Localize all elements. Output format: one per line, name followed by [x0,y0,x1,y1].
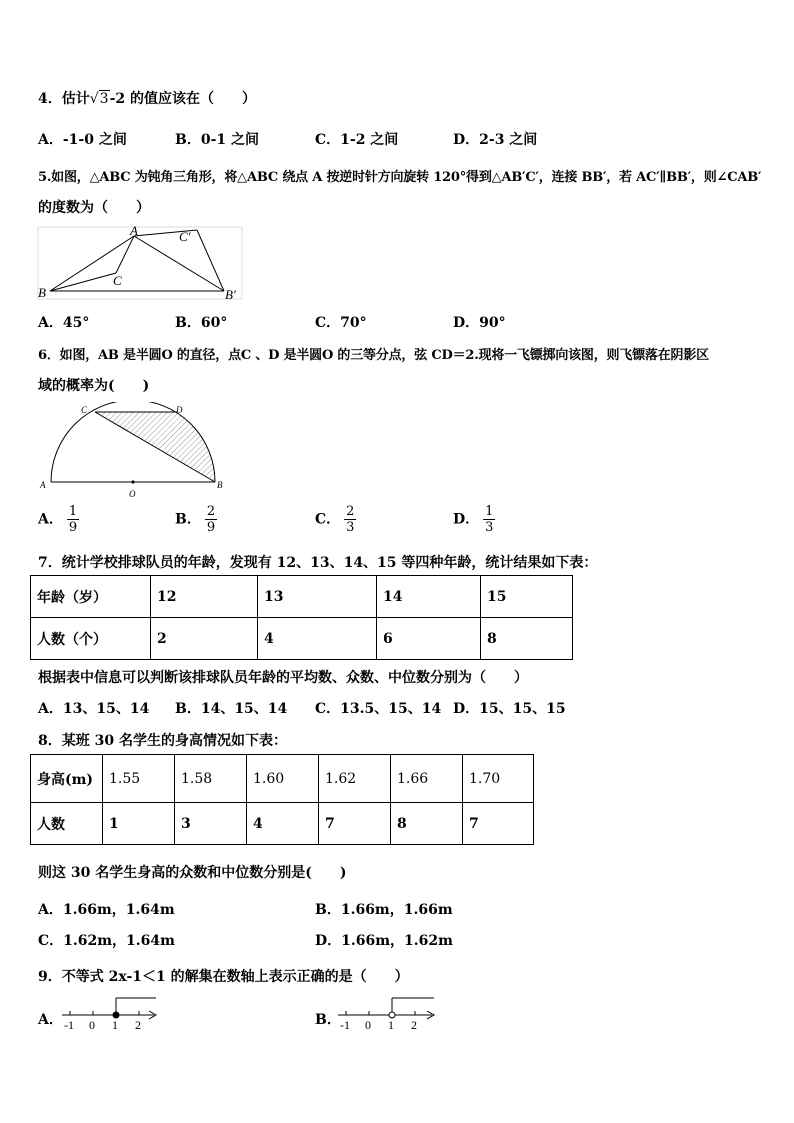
svg-text:0: 0 [365,1018,371,1032]
svg-text:1: 1 [388,1018,394,1032]
svg-text:2: 2 [411,1018,417,1032]
q5-option-d[interactable]: D．90° [453,315,506,331]
svg-text:-1: -1 [64,1018,74,1032]
q6-semicircle-figure [36,402,228,502]
svg-text:0: 0 [89,1018,95,1032]
q9-option-a-label[interactable]: A． [38,1012,63,1028]
q7-option-b[interactable]: B．14、15、14 [175,701,288,717]
table-cell: 1.70 [463,755,534,803]
q5-label-b-prime: B′ [225,287,236,302]
q7-option-d[interactable]: D．15、15、15 [453,701,566,717]
q6-label-d: D [176,405,183,415]
table-cell: 1.66 [391,755,463,803]
table-cell: 4 [247,803,319,845]
q6-label-c: C [81,405,88,415]
table-cell: 13 [258,576,377,618]
question-8-question: 则这 30 名学生身高的众数和中位数分别是( ) [38,865,347,881]
table-cell: 1.60 [247,755,319,803]
q9-option-b-number-line[interactable] [336,995,440,1035]
svg-text:2: 2 [135,1018,141,1032]
q6-label-a: A [40,480,46,490]
q8-height-table [30,754,534,845]
table-cell: 1.55 [103,755,175,803]
q5-label-c: C [113,273,122,288]
table-cell: 人数 [31,803,103,845]
table-row [31,576,573,618]
q4-option-d[interactable]: D．2-3 之间 [453,132,538,148]
q7-option-c[interactable]: C．13.5、15、14 [315,701,442,717]
q5-triangle-figure [36,225,244,303]
q4-option-b[interactable]: B．0-1 之间 [175,132,259,148]
q9-option-a-number-line[interactable] [60,995,160,1035]
question-7-question: 根据表中信息可以判断该排球队员年龄的平均数、众数、中位数分别为（ ） [38,670,528,686]
question-9-stem: 9．不等式 2x-1＜1 的解集在数轴上表示正确的是（ ） [38,969,409,985]
question-4-stem: 4．估计√3-2 的值应该在（ ） [38,91,257,107]
q5-option-a[interactable]: A．45° [38,315,90,331]
q7-age-table [30,575,573,660]
table-cell: 8 [481,618,573,660]
q8-option-c[interactable]: C．1.62m，1.64m [38,933,175,949]
table-cell: 8 [391,803,463,845]
table-cell: 人数（个） [31,618,151,660]
table-cell: 身高(m) [31,755,103,803]
table-cell: 6 [377,618,481,660]
question-7-stem: 7．统计学校排球队员的年龄，发现有 12、13、14、15 等四种年龄，统计结果如下表： [38,555,598,571]
table-cell: 12 [151,576,258,618]
q6-option-b[interactable]: B． $\frac{2}{9}$ [175,504,216,535]
q6-label-o: O [129,489,136,499]
q7-option-a[interactable]: A．13、15、14 [38,701,150,717]
table-cell: 2 [151,618,258,660]
table-cell: 年龄（岁） [31,576,151,618]
q5-label-b: B [38,285,46,300]
table-row [31,803,534,845]
table-cell: 15 [481,576,573,618]
table-cell: 7 [319,803,391,845]
svg-text:1: 1 [112,1018,118,1032]
q5-option-c[interactable]: C．70° [315,315,367,331]
q5-option-b[interactable]: B．60° [175,315,228,331]
question-5-stem-line2: 的度数为（ ） [38,200,150,216]
table-cell: 14 [377,576,481,618]
question-8-stem: 8．某班 30 名学生的身高情况如下表： [38,733,287,749]
question-6-stem-line2: 域的概率为( ) [38,378,150,394]
table-cell: 1.62 [319,755,391,803]
q5-label-a: A [130,225,138,238]
q4-option-a[interactable]: A．-1-0 之间 [38,132,127,148]
q6-option-d[interactable]: D． $\frac{1}{3}$ [453,504,494,535]
svg-text:-1: -1 [340,1018,350,1032]
q6-option-a[interactable]: A． $\frac{1}{9}$ [38,504,78,535]
q8-option-b[interactable]: B．1.66m，1.66m [315,902,453,918]
table-row [31,755,534,803]
q8-option-d[interactable]: D．1.66m，1.62m [315,933,453,949]
q8-option-a[interactable]: A．1.66m，1.64m [38,902,175,918]
q6-label-b: B [217,480,223,490]
table-row [31,618,573,660]
q4-option-c[interactable]: C．1-2 之间 [315,132,399,148]
table-cell: 1 [103,803,175,845]
question-5-stem-line1: 5.如图，△ABC 为钝角三角形，将△ABC 绕点 A 按逆时针方向旋转 120°得到△AB′C′，连接 BB′，若 AC′∥BB′，则∠CAB′ [38,170,762,185]
question-6-stem-line1: 6．如图，AB 是半圆O 的直径，点C 、D 是半圆O 的三等分点，弦 CD＝2.现将一飞镖掷向该图，则飞镖落在阴影区 [38,348,709,363]
q6-option-c[interactable]: C． $\frac{2}{3}$ [315,504,355,535]
table-cell: 1.58 [175,755,247,803]
table-cell: 3 [175,803,247,845]
q9-option-b-label[interactable]: B． [315,1012,341,1028]
table-cell: 4 [258,618,377,660]
table-cell: 7 [463,803,534,845]
q5-label-c-prime: C′ [179,229,191,244]
